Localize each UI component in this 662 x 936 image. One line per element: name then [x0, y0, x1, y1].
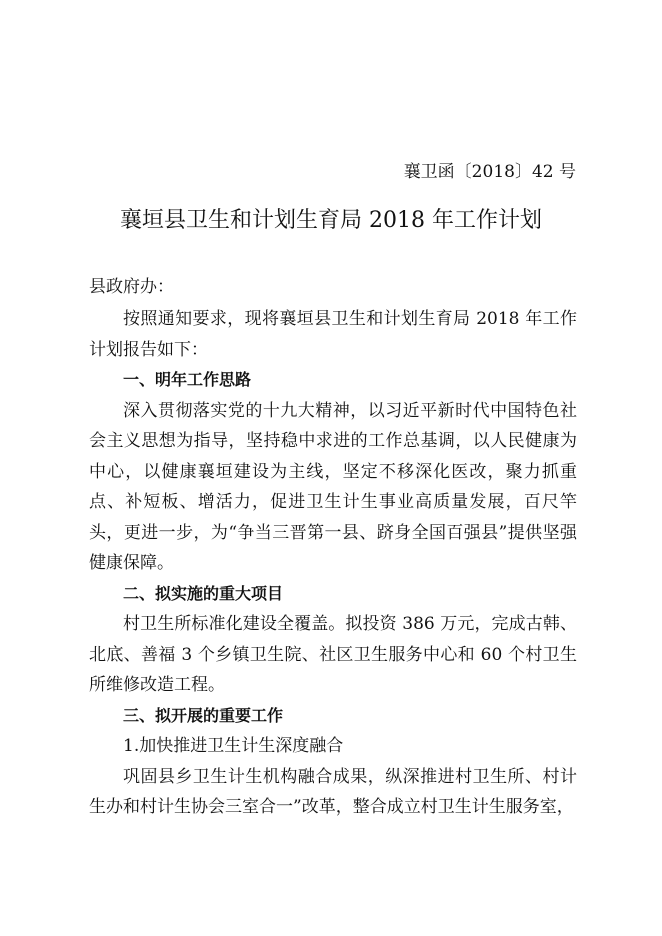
document-number: 襄卫函〔2018〕42 号	[403, 162, 576, 182]
section-paragraph-3: 巩固县乡卫生计生机构融合成果，纵深推进村卫生所、村计生办和村计生协会三室合一”改革，整合成立村卫生计生服务室，	[89, 766, 577, 817]
section-heading-2: 二、拟实施的重大项目	[123, 583, 284, 603]
document-title: 襄垣县卫生和计划生育局 2018 年工作计划	[120, 208, 542, 233]
section-paragraph-1: 深入贯彻落实党的十九大精神，以习近平新时代中国特色社会主义思想为指导，坚持稳中求进的工作总基调，以人民健康为中心，以健康襄垣建设为主线，坚定不移深化医改，聚力抓重点、补短板、增活力，促进卫生计生事业高质量发展，百尺竿头，更进一步，为“争当三晋第一县、跻身全国百强县”提供坚强健康保障。	[89, 400, 577, 573]
document-body	[89, 304, 577, 823]
section-heading-3: 三、拟开展的重要工作	[123, 705, 284, 725]
subsection-heading-1: 1.加快推进卫生计生深度融合	[123, 736, 344, 756]
intro-paragraph: 按照通知要求，现将襄垣县卫生和计划生育局 2018 年工作计划报告如下：	[89, 309, 577, 360]
section-paragraph-2: 村卫生所标准化建设全覆盖。拟投资 386 万元，完成古韩、北底、善福 3 个乡镇卫生院、社区卫生服务中心和 60 个村卫生所维修改造工程。	[89, 614, 577, 695]
addressee: 县政府办：	[89, 277, 174, 297]
section-heading-1: 一、明年工作思路	[123, 370, 252, 389]
